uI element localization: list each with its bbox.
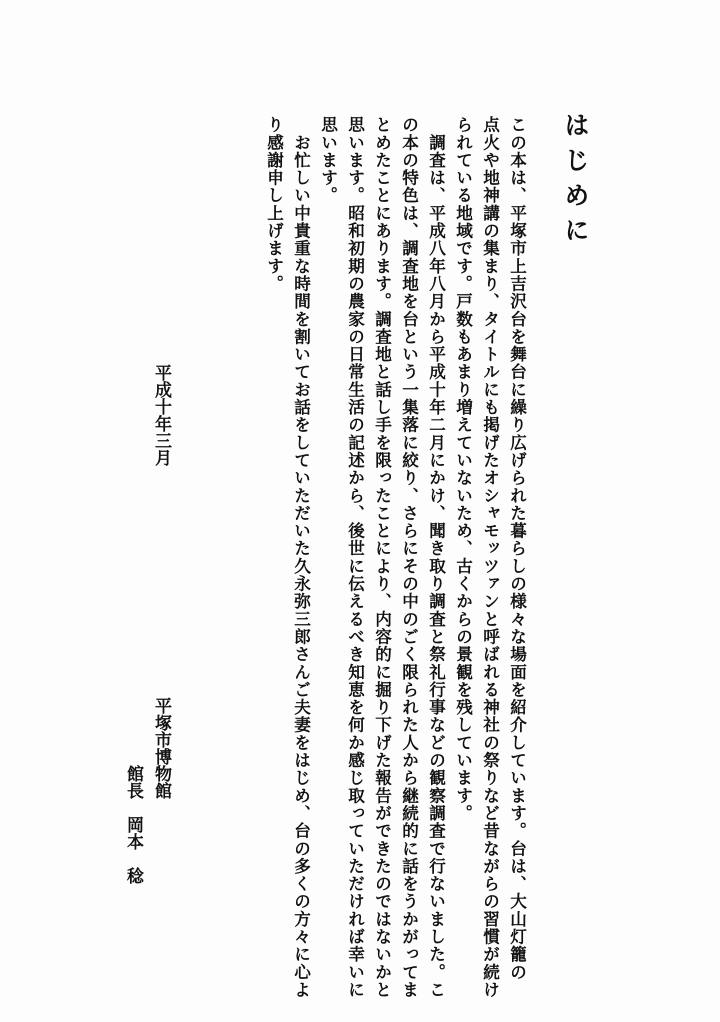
body-line-6: とめたことにあります。調査地と話し手を限ったことにより、内容的に掘り下げた報告ができたのではないかと	[372, 116, 393, 999]
director-signature: 館長 岡本 稔	[123, 765, 143, 884]
body-line-8: 思います。	[318, 116, 339, 205]
body-line-4: 調査は、平成八年八月から平成十年二月にかけ、聞き取り調査と祭礼行事などの観察調査で行ないました。こ	[426, 116, 447, 999]
body-line-9: お忙しい中貴重な時間を割いてお話をしていただいた久永弥三郎さんご夫妻をはじめ、台の多くの方々に心よ	[291, 116, 312, 999]
organization-name: 平塚市博物館	[151, 697, 171, 799]
body-line-2: 点火や地神講の集まり、タイトルにも掲げたオシャモッツァンと呼ばれる神社の祭りなど昔ながらの習慣が続け	[480, 116, 501, 999]
body-line-7: 思います。昭和初期の農家の日常生活の記述から、後世に伝えるべき知恵を何か感じ取っていただければ幸いに	[345, 116, 366, 999]
body-line-10: り感謝申し上げます。	[264, 116, 285, 293]
date-line: 平成十年三月	[151, 364, 171, 466]
body-line-1: この本は、平塚市上吉沢台を舞台に繰り広げられた暮らしの様々な場面を紹介しています。台は、大山灯籠の	[507, 116, 528, 981]
page-title: はじめに	[561, 112, 590, 252]
body-line-3: られている地域です。戸数もあまり増えていないため、古くからの景観を残しています。	[453, 116, 474, 822]
body-line-5: の本の特色は、調査地を台という一集落に絞り、さらにその中のごく限られた人から継続的に話をうかがってま	[399, 116, 420, 999]
